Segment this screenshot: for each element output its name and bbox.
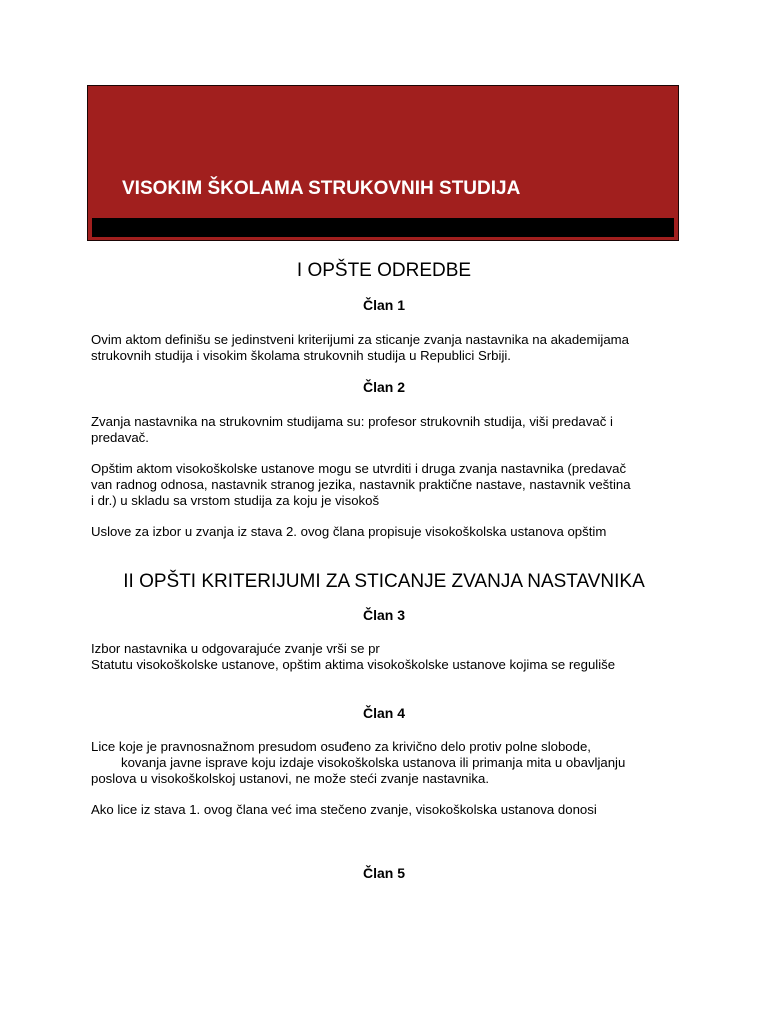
clan-2-paragraph-2: [91, 461, 631, 509]
clan-4-heading: Član 4: [362, 705, 405, 721]
clan-1-paragraph-1: [91, 332, 629, 364]
clan-2-heading: Član 2: [362, 379, 405, 395]
section-heading-1: I OPŠTE ODREDBE: [296, 260, 472, 281]
banner-title: VISOKIM ŠKOLAMA STRUKOVNIH STUDIJA: [122, 178, 521, 199]
clan-2-paragraph-3: [91, 524, 606, 540]
document-banner: [87, 85, 679, 241]
text-line: Statutu visokoškolske ustanove, opštim aktima visokoškolske ustanove kojima se reguliše: [91, 657, 616, 672]
text-line: kovanja javne isprave koju izdaje visokoškolska ustanova ili primanja mita u obavljanju: [121, 755, 626, 770]
text-line: Opštim aktom visokoškolske ustanove mogu se utvrditi i druga zvanja nastavnika (predavač: [91, 461, 627, 476]
text-line: Izbor nastavnika u odgovarajuće zvanje vrši se pr: [91, 641, 380, 656]
clan-3-paragraph-1: [91, 641, 615, 673]
text-line: i dr.) u skladu sa vrstom studija za koju je visokoš: [91, 493, 380, 508]
text-line: Ako lice iz stava 1. ovog člana već ima stečeno zvanje, visokoškolska ustanova donosi: [91, 802, 597, 817]
text-line: Ovim aktom definišu se jedinstveni kriterijumi za sticanje zvanja nastavnika na akademijama: [91, 332, 629, 347]
clan-4-paragraph-2: [91, 802, 597, 818]
text-line: van radnog odnosa, nastavnik stranog jezika, nastavnik praktične nastave, nastavnik veština: [91, 477, 631, 492]
clan-4-paragraph-1: [91, 739, 625, 787]
text-line: Lice koje je pravnosnažnom presudom osuđeno za krivično delo protiv polne slobode,: [91, 739, 591, 754]
clan-5-heading: Član 5: [362, 865, 405, 881]
text-line: poslova u visokoškolskoj ustanovi, ne može steći zvanje nastavnika.: [91, 771, 490, 786]
section-heading-2: II OPŠTI KRITERIJUMI ZA STICANJE ZVANJA NASTAVNIKA: [123, 571, 645, 592]
text-line: Uslove za izbor u zvanja iz stava 2. ovog člana propisuje visokoškolska ustanova opštim: [91, 524, 607, 539]
banner-divider-bar: [92, 218, 674, 237]
text-line: predavač.: [91, 430, 149, 445]
text-line: Zvanja nastavnika na strukovnim studijama su: profesor strukovnih studija, viši predavač i: [91, 414, 613, 429]
clan-2-paragraph-1: [91, 414, 613, 446]
clan-1-heading: Član 1: [362, 297, 405, 313]
text-line: strukovnih studija i visokim školama strukovnih studija u Republici Srbiji.: [91, 348, 511, 363]
clan-3-heading: Član 3: [362, 607, 405, 623]
